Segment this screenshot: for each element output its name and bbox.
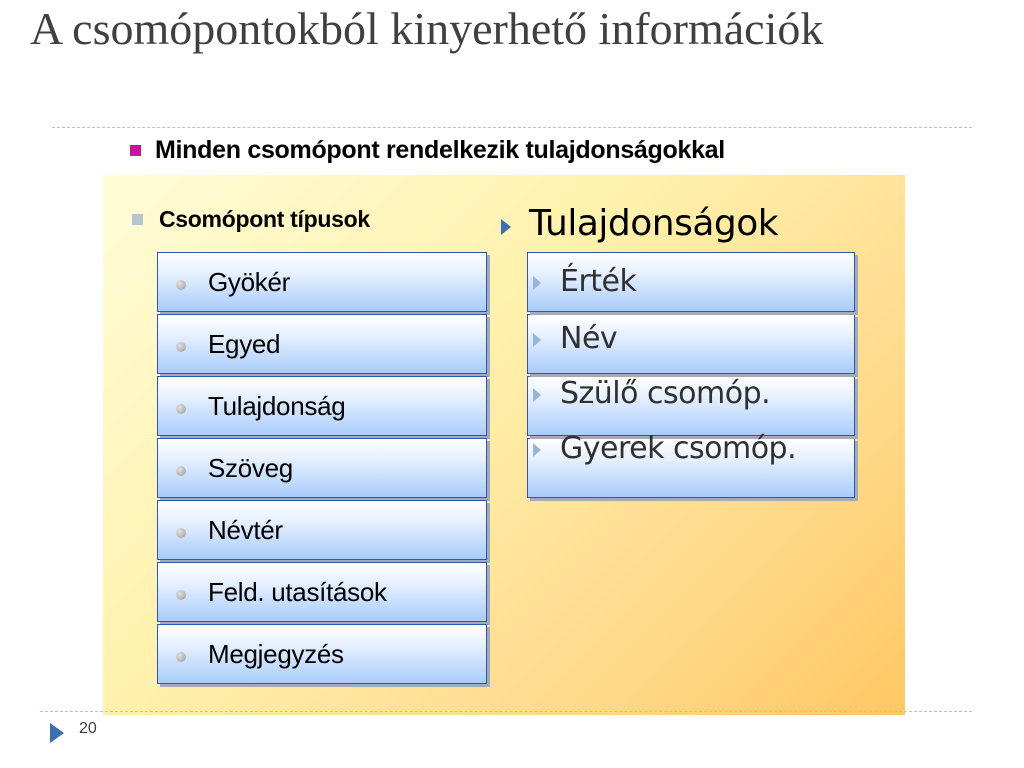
node-type-label: Gyökér: [208, 267, 291, 297]
properties-heading: Tulajdonságok: [529, 203, 779, 244]
node-type-label: Megjegyzés: [208, 639, 344, 669]
property-label: Érték: [560, 264, 637, 299]
square-bullet-icon: [130, 145, 141, 156]
node-type-box: [157, 314, 487, 374]
node-type-box: [157, 376, 487, 436]
main-bullet-text: Minden csomópont rendelkezik tulajdonságokkal: [155, 136, 725, 164]
node-type-box: [157, 438, 487, 498]
main-bullet: [130, 136, 725, 165]
node-type-label: Feld. utasítások: [208, 577, 387, 607]
page-number: 20: [79, 720, 97, 737]
arrow-bullet-icon: [533, 276, 541, 290]
node-type-box: [157, 252, 487, 312]
round-bullet-icon: [176, 590, 186, 600]
node-types-heading-text: Csomópont típusok: [159, 206, 370, 232]
arrow-bullet-icon: [533, 333, 541, 347]
round-bullet-icon: [176, 280, 186, 290]
footer-divider: [40, 711, 972, 712]
arrow-bullet-icon: [533, 443, 541, 457]
node-type-box: [157, 624, 487, 684]
node-type-label: Tulajdonság: [208, 391, 346, 421]
node-type-label: Névtér: [208, 515, 283, 545]
node-type-box: [157, 500, 487, 560]
node-type-box: [157, 562, 487, 622]
page-arrow-icon: [50, 723, 64, 743]
property-label: Név: [560, 321, 618, 356]
slide-title: A csomópontokból kinyerhető információk: [30, 3, 824, 54]
round-bullet-icon: [176, 652, 186, 662]
node-type-label: Szöveg: [208, 453, 293, 483]
round-bullet-icon: [176, 528, 186, 538]
square-bullet-icon: [132, 214, 143, 225]
title-divider: [52, 127, 972, 128]
node-type-label: Egyed: [208, 329, 281, 359]
property-label: Gyerek csomóp.: [560, 431, 797, 466]
round-bullet-icon: [176, 404, 186, 414]
property-label: Szülő csomóp.: [560, 376, 771, 411]
round-bullet-icon: [176, 342, 186, 352]
round-bullet-icon: [176, 466, 186, 476]
arrow-bullet-icon: [533, 388, 541, 402]
node-types-heading: [132, 206, 370, 233]
arrow-bullet-icon: [501, 219, 511, 235]
